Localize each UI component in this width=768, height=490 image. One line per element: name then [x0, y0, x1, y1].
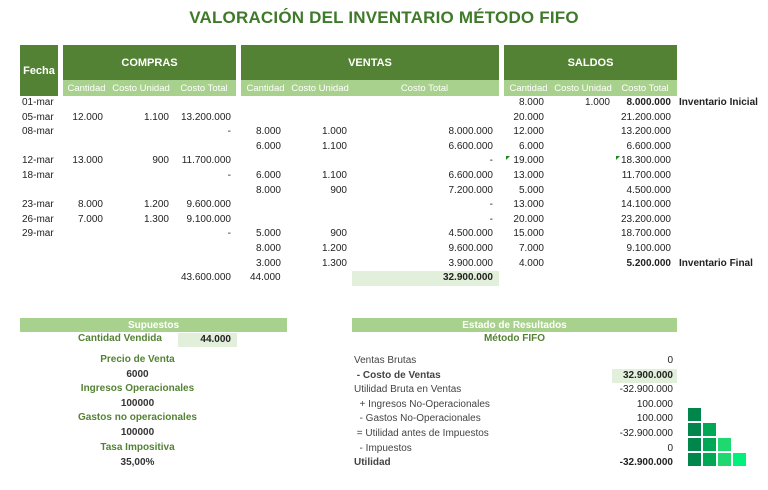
cell-vu: 900: [330, 184, 347, 196]
cell-vt: [350, 96, 493, 111]
cell-cc: [63, 169, 103, 184]
icon-square: [688, 453, 701, 466]
icon-square: [703, 423, 716, 436]
header-ventas: VENTAS: [241, 45, 499, 80]
cell-su: 1.000: [584, 97, 610, 108]
cell-su: [553, 198, 610, 213]
cell-note: [679, 169, 768, 184]
cell-cu: [110, 257, 169, 272]
cell-su: [553, 257, 610, 272]
cell-vt: 4.500.000: [448, 228, 493, 240]
cell-vt: 8.000.000: [448, 126, 493, 138]
cell-sc: 13.000: [513, 199, 544, 211]
cell-su: [553, 154, 610, 169]
icon-square: [718, 438, 731, 451]
cell-ct: [172, 184, 231, 199]
cantidad-vendida-label: Cantidad Vendida: [78, 333, 162, 344]
cell-su: [553, 169, 610, 184]
icon-square: [688, 408, 701, 421]
cell-fecha: [22, 257, 62, 272]
estado-title: Estado de Resultados: [352, 318, 677, 332]
cell-cc: [63, 96, 103, 111]
cell-sc: 20.000: [513, 213, 544, 225]
cell-vt: -: [489, 155, 493, 167]
cell-st: 13.200.000: [620, 126, 671, 138]
supuesto-label: Ingresos Operacionales: [80, 383, 195, 395]
signal-bars-icon: [688, 408, 752, 472]
cell-vt: 6.600.000: [448, 170, 493, 181]
cell-vu: [290, 198, 347, 213]
cell-ct: [172, 242, 231, 257]
subheader-cantidad: Cantidad: [63, 80, 110, 96]
cell-vu: [290, 154, 347, 169]
cell-fecha: 26-mar: [22, 213, 54, 225]
cell-cu: [110, 184, 169, 199]
cell-su: [553, 213, 610, 228]
cell-fecha: 18-mar: [22, 170, 54, 181]
ventas-costo-total: 32.900.000: [352, 271, 499, 286]
icon-square: [703, 438, 716, 451]
cell-st: 5.200.000: [626, 257, 671, 269]
cell-sc: 12.000: [513, 126, 544, 138]
error-indicator-icon: [506, 156, 510, 160]
cell-note: Inventario Inicial: [679, 97, 758, 108]
cell-st: 23.200.000: [620, 213, 671, 225]
icon-square: [718, 453, 731, 466]
cell-sc: 6.000: [518, 140, 544, 152]
cell-fecha: 05-mar: [22, 111, 54, 123]
cell-note: [679, 184, 768, 199]
header-compras: COMPRAS: [63, 45, 236, 80]
cell-cc: [63, 184, 103, 199]
cell-vc: 5.000: [255, 228, 281, 240]
cell-vc: [241, 154, 281, 169]
cell-note: [679, 111, 768, 126]
cell-vt: 6.600.000: [448, 140, 493, 152]
cell-cc: [63, 140, 103, 155]
cell-cu: [110, 140, 169, 155]
cell-vc: [241, 96, 281, 111]
supuesto-label: Gastos no operacionales: [78, 412, 197, 424]
estado-value: 0: [667, 442, 673, 454]
cell-su: [553, 125, 610, 140]
page-title: VALORACIÓN DEL INVENTARIO MÉTODO FIFO: [189, 8, 579, 27]
icon-square: [688, 423, 701, 436]
cell-vu: 1.300: [321, 257, 347, 269]
cell-st: 11.700.000: [621, 170, 671, 181]
cell-ct: [172, 140, 231, 155]
cell-cc: 13.000: [72, 155, 103, 167]
cell-vc: 8.000: [255, 184, 281, 196]
cell-su: [553, 111, 610, 126]
cell-fecha: 01-mar: [22, 97, 54, 108]
cell-vc: [241, 213, 281, 228]
cell-vc: 8.000: [255, 243, 281, 254]
cell-note: [679, 154, 768, 169]
cell-note: [679, 242, 768, 257]
cell-note: [679, 198, 768, 213]
cell-note: [679, 213, 768, 228]
cell-ct: [172, 257, 231, 272]
cell-st: 4.500.000: [626, 184, 671, 196]
cell-vc: 3.000: [255, 257, 281, 269]
cell-vu: [290, 111, 347, 126]
cell-vt: 7.200.000: [448, 184, 493, 196]
cell-ct: 9.100.000: [186, 213, 231, 225]
cell-ct: 11.700.000: [181, 155, 231, 167]
estado-value: 100.000: [636, 413, 673, 425]
cell-vc: 8.000: [255, 126, 281, 138]
cell-vc: [241, 198, 281, 213]
cell-cc: 7.000: [77, 213, 103, 225]
cell-su: [553, 184, 610, 199]
cell-st: 18.700.000: [620, 228, 671, 240]
cell-su: [553, 140, 610, 155]
cell-vc: 6.000: [255, 140, 281, 152]
cell-st: 21.200.000: [620, 111, 671, 123]
cell-st: 18.300.000: [620, 155, 671, 167]
subheader-costo-unidad: Costo Unidad: [110, 80, 172, 96]
cell-vt: -: [489, 199, 493, 211]
cell-vc: 6.000: [255, 170, 281, 181]
cell-vu: 900: [330, 228, 347, 240]
cell-cu: [110, 169, 169, 184]
cell-note: [679, 227, 768, 242]
cell-cc: [63, 242, 103, 257]
supuesto-label: Tasa Impositiva: [100, 441, 175, 453]
cell-cu: 1.300: [143, 213, 169, 225]
cell-sc: 15.000: [513, 228, 544, 240]
cell-fecha: [22, 184, 62, 199]
estado-subtitle: Método FIFO: [483, 333, 546, 344]
cell-st: 9.100.000: [626, 243, 671, 254]
subheader-costo-unidad: Costo Unidad: [553, 80, 613, 96]
cell-cc: [63, 125, 103, 140]
header-saldos: SALDOS: [504, 45, 677, 80]
cell-su: [553, 242, 610, 257]
supuesto-label: Precio de Venta: [100, 354, 175, 365]
supuesto-value: 6000: [126, 369, 149, 380]
cell-fecha: [22, 242, 62, 257]
subheader-costo-total: Costo Total: [172, 80, 236, 96]
cell-fecha: 29-mar: [22, 228, 54, 240]
cell-cu: 1.200: [143, 199, 169, 211]
cell-su: [553, 227, 610, 242]
cell-fecha: [22, 140, 62, 155]
cell-sc: 20.000: [513, 111, 544, 123]
estado-value: 32.900.000: [612, 369, 677, 384]
cell-cu: 900: [152, 155, 169, 167]
cell-st: 8.000.000: [626, 97, 671, 108]
error-indicator-icon: [616, 156, 620, 160]
cell-note: Inventario Final: [679, 257, 753, 269]
cell-vt: 3.900.000: [448, 257, 493, 269]
ventas-cantidad-total: 44.000: [250, 272, 281, 283]
icon-square: [688, 438, 701, 451]
cell-ct: 13.200.000: [180, 111, 231, 123]
cell-vt: [350, 111, 493, 126]
supuesto-value: 35,00%: [120, 456, 155, 468]
compras-total: 43.600.000: [180, 272, 231, 283]
subheader-cantidad: Cantidad: [504, 80, 553, 96]
cell-vu: 1.200: [321, 243, 347, 254]
estado-value: 0: [667, 355, 673, 366]
cell-fecha: 23-mar: [22, 199, 54, 211]
cell-st: 6.600.000: [626, 140, 671, 152]
cell-sc: 5.000: [518, 184, 544, 196]
cell-cu: [110, 242, 169, 257]
cell-note: [679, 125, 768, 140]
estado-value: -32.900.000: [619, 384, 673, 396]
estado-label: = Utilidad antes de Impuestos: [354, 428, 489, 439]
icon-square: [733, 453, 746, 466]
cell-cu: 1.100: [143, 111, 169, 123]
cell-sc: 19.000: [513, 155, 544, 167]
cell-ct: [172, 96, 231, 111]
cell-vu: 1.100: [321, 140, 347, 152]
cell-cc: [63, 257, 103, 272]
cell-st: 14.100.000: [620, 199, 671, 211]
cell-vc: [241, 111, 281, 126]
cell-fecha: 08-mar: [22, 126, 54, 138]
subheader-costo-total: Costo Total: [613, 80, 677, 96]
estado-value: 100.000: [636, 398, 673, 410]
estado-label: - Gastos No-Operacionales: [354, 413, 481, 425]
cell-cu: [110, 125, 169, 140]
cell-cc: 12.000: [72, 111, 103, 123]
subheader-costo-unidad: Costo Unidad: [290, 80, 350, 96]
cell-vt: -: [489, 213, 493, 225]
cell-ct: -: [227, 126, 231, 138]
estado-value: -32.900.000: [619, 428, 673, 439]
cell-sc: 13.000: [513, 170, 544, 181]
cell-sc: 4.000: [518, 257, 544, 269]
icon-square: [703, 453, 716, 466]
cell-ct: 9.600.000: [186, 199, 231, 211]
supuesto-value: 100000: [120, 398, 155, 410]
cell-cc: 8.000: [77, 199, 103, 211]
cell-vu: 1.100: [321, 170, 347, 181]
subheader-costo-total: Costo Total: [350, 80, 499, 96]
estado-label: Ventas Brutas: [354, 355, 417, 366]
estado-label: - Costo de Ventas: [354, 369, 441, 381]
cell-vu: [290, 213, 347, 228]
cell-cu: [110, 96, 169, 111]
estado-label: Utilidad Bruta en Ventas: [354, 384, 462, 396]
cell-note: [679, 140, 768, 155]
cell-fecha: 12-mar: [22, 155, 54, 167]
cell-ct: -: [227, 170, 231, 181]
cell-cc: [63, 227, 103, 242]
subheader-cantidad: Cantidad: [241, 80, 290, 96]
cell-vu: [290, 96, 347, 111]
supuesto-value: 100000: [120, 427, 155, 439]
cell-ct: -: [227, 228, 231, 240]
estado-label: Utilidad: [354, 457, 391, 469]
cell-cu: [110, 227, 169, 242]
header-fecha: Fecha: [20, 45, 58, 96]
estado-value: -32.900.000: [619, 457, 673, 469]
cantidad-vendida-value: 44.000: [178, 333, 237, 347]
cell-vu: 1.000: [321, 126, 347, 138]
cell-vt: 9.600.000: [448, 243, 493, 254]
supuestos-title: Supuestos: [20, 318, 287, 332]
estado-label: - Impuestos: [354, 442, 412, 454]
estado-label: + Ingresos No-Operacionales: [354, 398, 490, 410]
cell-sc: 8.000: [518, 97, 544, 108]
cell-sc: 7.000: [518, 243, 544, 254]
